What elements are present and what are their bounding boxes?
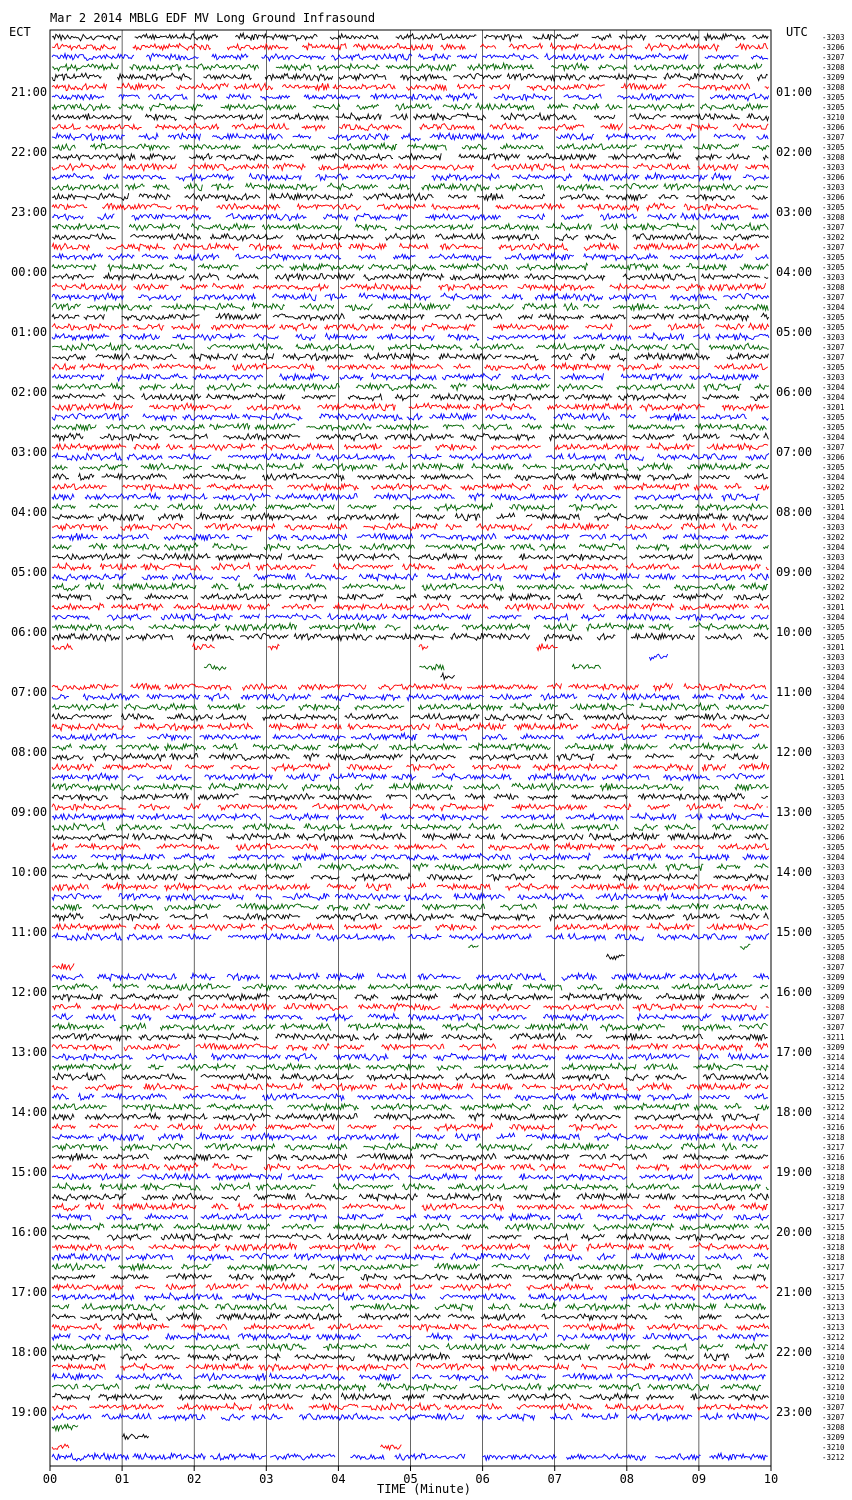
utc-hour-label: 09:00	[776, 565, 813, 579]
row-label: -3209	[822, 1433, 845, 1442]
row-label: -3217	[822, 1263, 845, 1272]
row-label: -3215	[822, 1093, 845, 1102]
row-label: -3203	[822, 653, 845, 662]
utc-hour-label: 01:00	[776, 85, 813, 99]
trace-row	[52, 1253, 768, 1261]
row-label: -3209	[822, 983, 845, 992]
row-label: -3206	[822, 43, 845, 52]
row-label: -3218	[822, 1243, 845, 1252]
trace-row	[52, 443, 768, 450]
trace-row	[52, 1233, 768, 1240]
trace-row	[52, 424, 767, 431]
ect-hour-label: 19:00	[11, 1405, 48, 1419]
ect-hour-label: 09:00	[11, 805, 48, 819]
row-label: -3213	[822, 1293, 845, 1302]
trace-row	[52, 43, 768, 50]
row-label: -3204	[822, 473, 845, 482]
row-label: -3204	[822, 673, 845, 682]
row-label: -3204	[822, 303, 845, 312]
x-axis-label: TIME (Minute)	[377, 1482, 471, 1496]
trace-row	[52, 493, 759, 500]
row-label: -3218	[822, 1163, 845, 1172]
trace-row	[52, 1143, 758, 1151]
row-label: -3209	[822, 973, 845, 982]
row-label: -3206	[822, 453, 845, 462]
ect-hour-label: 13:00	[11, 1045, 48, 1059]
ect-hour-label: 10:00	[11, 865, 48, 879]
row-label: -3205	[822, 363, 845, 372]
row-label: -3205	[822, 923, 845, 932]
ect-hour-label: 16:00	[11, 1225, 48, 1239]
trace-row	[52, 1444, 401, 1450]
row-label: -3208	[822, 63, 845, 72]
row-label: -3204	[822, 543, 845, 552]
ect-hour-label: 00:00	[11, 265, 48, 279]
trace-row	[52, 1083, 768, 1091]
row-label: -3218	[822, 1253, 845, 1262]
row-label: -3208	[822, 153, 845, 162]
row-label: -3210	[822, 1443, 845, 1452]
trace-row	[52, 904, 768, 911]
utc-hour-label: 10:00	[776, 625, 813, 639]
trace-row	[52, 303, 768, 311]
row-label: -3206	[822, 733, 845, 742]
row-label: -3206	[822, 193, 845, 202]
trace-row	[52, 1043, 768, 1050]
row-label: -3203	[822, 553, 845, 562]
row-label: -3203	[822, 33, 845, 42]
trace-row	[52, 893, 768, 901]
row-label: -3209	[822, 73, 845, 82]
trace-row	[52, 1133, 768, 1141]
row-label: -3212	[822, 1103, 845, 1112]
row-label: -3212	[822, 1083, 845, 1092]
trace-row	[52, 473, 768, 480]
row-label: -3203	[822, 523, 845, 532]
row-label: -3201	[822, 773, 845, 782]
row-label: -3205	[822, 493, 845, 502]
row-label: -3204	[822, 433, 845, 442]
ect-hour-label: 05:00	[11, 565, 48, 579]
trace-row	[440, 673, 454, 680]
row-label: -3204	[822, 683, 845, 692]
row-label: -3204	[822, 513, 845, 522]
ect-hour-label: 18:00	[11, 1345, 48, 1359]
trace-row	[52, 823, 768, 830]
ect-hour-label: 12:00	[11, 985, 48, 999]
row-label: -3207	[822, 443, 845, 452]
trace-row	[52, 1343, 768, 1350]
row-label: -3214	[822, 1063, 845, 1072]
row-label: -3210	[822, 113, 845, 122]
row-label: -3212	[822, 1373, 845, 1382]
row-label: -3213	[822, 1303, 845, 1312]
row-label: -3205	[822, 323, 845, 332]
trace-row	[52, 863, 768, 870]
trace-row	[52, 523, 758, 531]
trace-row	[649, 654, 667, 660]
row-label: -3218	[822, 1173, 845, 1182]
row-label: -3207	[822, 293, 845, 302]
ect-hour-label: 04:00	[11, 505, 48, 519]
row-label: -3205	[822, 103, 845, 112]
x-tick-label: 07	[547, 1472, 562, 1486]
chart-title: Mar 2 2014 MBLG EDF MV Long Ground Infrasound	[50, 11, 376, 25]
row-label: -3205	[822, 143, 845, 152]
row-label: -3215	[822, 1223, 845, 1232]
row-label: -3202	[822, 823, 845, 832]
trace-row	[52, 1153, 768, 1160]
row-label: -3209	[822, 1043, 845, 1052]
row-label: -3218	[822, 1193, 845, 1202]
trace-row	[52, 533, 768, 540]
row-label: -3204	[822, 883, 845, 892]
trace-row	[52, 1403, 768, 1411]
x-tick-label: 04	[331, 1472, 346, 1486]
row-label: -3207	[822, 1403, 845, 1412]
row-label: -3208	[822, 283, 845, 292]
trace-row	[52, 103, 768, 110]
right-axis-label: UTC	[786, 25, 808, 39]
utc-hour-label: 13:00	[776, 805, 813, 819]
row-label: -3205	[822, 783, 845, 792]
row-label: -3216	[822, 1153, 845, 1162]
row-label: -3211	[822, 1033, 845, 1042]
ect-hour-label: 11:00	[11, 925, 48, 939]
utc-hour-label: 17:00	[776, 1045, 813, 1059]
row-label: -3204	[822, 853, 845, 862]
trace-row	[52, 1273, 766, 1280]
trace-row	[204, 664, 601, 670]
x-tick-label: 08	[619, 1472, 635, 1486]
trace-row	[52, 753, 758, 760]
utc-hour-label: 12:00	[776, 745, 813, 759]
row-label: -3205	[822, 933, 845, 942]
row-label: -3212	[822, 1333, 845, 1342]
trace-row	[52, 203, 758, 210]
trace-row	[52, 923, 768, 930]
row-label: -3208	[822, 1423, 845, 1432]
trace-row	[606, 954, 624, 959]
trace-row	[52, 283, 766, 291]
utc-hour-label: 05:00	[776, 325, 813, 339]
trace-row	[52, 1113, 759, 1120]
trace-row	[52, 793, 768, 800]
row-label: -3206	[822, 123, 845, 132]
row-label: -3205	[822, 263, 845, 272]
row-label: -3216	[822, 1123, 845, 1132]
row-label: -3207	[822, 1413, 845, 1422]
trace-row	[52, 513, 768, 521]
row-label: -3210	[822, 1393, 845, 1402]
trace-row	[52, 1093, 768, 1100]
trace-row	[52, 1033, 768, 1040]
utc-hour-label: 22:00	[776, 1345, 813, 1359]
row-label: -3209	[822, 993, 845, 1002]
trace-row	[52, 1283, 768, 1290]
ect-hour-label: 06:00	[11, 625, 48, 639]
utc-hour-label: 03:00	[776, 205, 813, 219]
trace-row	[52, 53, 768, 60]
row-label: -3205	[822, 843, 845, 852]
ect-hour-label: 15:00	[11, 1165, 48, 1179]
utc-hour-label: 11:00	[776, 685, 813, 699]
x-tick-label: 09	[691, 1472, 707, 1486]
trace-row	[52, 583, 768, 591]
row-label: -3214	[822, 1073, 845, 1082]
trace-row	[52, 1203, 768, 1211]
utc-hour-label: 15:00	[776, 925, 813, 939]
row-label: -3201	[822, 643, 845, 652]
trace-row	[123, 1434, 149, 1439]
row-label: -3217	[822, 1273, 845, 1282]
row-label: -3201	[822, 503, 845, 512]
utc-hour-label: 23:00	[776, 1405, 813, 1419]
trace-row	[52, 773, 765, 781]
ect-hour-label: 22:00	[11, 145, 48, 159]
trace-row	[52, 133, 768, 141]
row-label: -3201	[822, 603, 845, 612]
row-label: -3207	[822, 243, 845, 252]
ect-hour-label: 03:00	[11, 445, 48, 459]
row-label: -3205	[822, 203, 845, 212]
row-label: -3205	[822, 803, 845, 812]
row-label: -3205	[822, 463, 845, 472]
row-label: -3203	[822, 333, 845, 342]
row-label: -3203	[822, 183, 845, 192]
trace-row	[52, 613, 768, 620]
row-label: -3203	[822, 863, 845, 872]
trace-row	[52, 1063, 768, 1070]
row-label: -3206	[822, 173, 845, 182]
row-label: -3207	[822, 133, 845, 142]
row-label: -3205	[822, 633, 845, 642]
row-label: -3214	[822, 1113, 845, 1122]
utc-hour-label: 07:00	[776, 445, 813, 459]
row-label: -3217	[822, 1203, 845, 1212]
row-label: -3212	[822, 1453, 845, 1462]
row-label: -3203	[822, 743, 845, 752]
row-label: -3205	[822, 903, 845, 912]
row-label: -3205	[822, 623, 845, 632]
row-label: -3202	[822, 583, 845, 592]
row-label: -3203	[822, 793, 845, 802]
row-label: -3202	[822, 593, 845, 602]
row-label: -3206	[822, 833, 845, 842]
row-label: -3207	[822, 1023, 845, 1032]
row-label: -3203	[822, 723, 845, 732]
row-label: -3204	[822, 393, 845, 402]
trace-row	[52, 123, 768, 130]
row-label: -3205	[822, 813, 845, 822]
row-label: -3210	[822, 1363, 845, 1372]
utc-hour-label: 21:00	[776, 1285, 813, 1299]
trace-row	[52, 804, 768, 811]
trace-row	[52, 983, 768, 990]
trace-row	[52, 1123, 768, 1130]
row-label: -3208	[822, 213, 845, 222]
trace-row	[52, 1363, 767, 1371]
trace-row	[52, 643, 558, 650]
utc-hour-label: 16:00	[776, 985, 813, 999]
utc-hour-label: 20:00	[776, 1225, 813, 1239]
row-label: -3207	[822, 53, 845, 62]
trace-row	[52, 363, 768, 370]
trace-row	[52, 503, 768, 510]
row-label: -3205	[822, 913, 845, 922]
row-label: -3207	[822, 963, 845, 972]
trace-row	[52, 73, 768, 81]
trace-row	[52, 1373, 766, 1380]
row-label: -3218	[822, 1133, 845, 1142]
row-label: -3202	[822, 233, 845, 242]
row-label: -3202	[822, 533, 845, 542]
row-label: -3219	[822, 1183, 845, 1192]
trace-row	[52, 183, 768, 191]
ect-hour-label: 08:00	[11, 745, 48, 759]
trace-row	[52, 193, 768, 201]
trace-row	[52, 633, 768, 641]
trace-row	[52, 1383, 761, 1390]
row-label: -3217	[822, 1213, 845, 1222]
trace-row	[52, 63, 768, 71]
ect-hour-label: 14:00	[11, 1105, 48, 1119]
left-axis-label: ECT	[9, 25, 31, 39]
trace-row	[52, 1353, 764, 1361]
row-label: -3215	[822, 1283, 845, 1292]
row-label: -3203	[822, 753, 845, 762]
x-tick-label: 06	[475, 1472, 490, 1486]
trace-row	[52, 743, 768, 751]
trace-row	[52, 833, 768, 841]
trace-row	[52, 693, 768, 700]
utc-hour-label: 02:00	[776, 145, 813, 159]
ect-hour-label: 07:00	[11, 685, 48, 699]
row-label: -3208	[822, 83, 845, 92]
row-label: -3205	[822, 893, 845, 902]
trace-row	[52, 1303, 766, 1310]
trace-row	[52, 1073, 768, 1080]
trace-row	[52, 33, 768, 41]
utc-hour-label: 06:00	[776, 385, 813, 399]
row-label: -3205	[822, 413, 845, 422]
row-label: -3214	[822, 1053, 845, 1062]
row-label: -3207	[822, 223, 845, 232]
trace-row	[52, 223, 768, 230]
trace-row	[52, 1453, 768, 1461]
row-label: -3204	[822, 613, 845, 622]
x-tick-label: 02	[186, 1472, 202, 1486]
ect-hour-label: 17:00	[11, 1285, 48, 1299]
row-label: -3217	[822, 1143, 845, 1152]
row-label: -3214	[822, 1343, 845, 1352]
row-label: -3207	[822, 343, 845, 352]
trace-row	[52, 373, 759, 381]
row-label: -3202	[822, 573, 845, 582]
row-label: -3208	[822, 953, 845, 962]
row-label: -3218	[822, 1233, 845, 1242]
trace-row	[52, 1424, 78, 1430]
row-label: -3204	[822, 383, 845, 392]
trace-row	[52, 733, 759, 741]
x-tick-label: 01	[114, 1472, 130, 1486]
x-tick-label: 03	[259, 1472, 274, 1486]
ect-hour-label: 21:00	[11, 85, 48, 99]
row-label: -3213	[822, 1313, 845, 1322]
trace-row	[52, 683, 766, 690]
row-label: -3203	[822, 873, 845, 882]
row-label: -3205	[822, 93, 845, 102]
row-label: -3205	[822, 943, 845, 952]
row-label: -3203	[822, 663, 845, 672]
row-label: -3205	[822, 423, 845, 432]
row-labels	[822, 33, 845, 1462]
row-label: -3203	[822, 273, 845, 282]
row-label: -3210	[822, 1353, 845, 1362]
trace-row	[52, 963, 74, 970]
trace-row	[52, 243, 759, 251]
ect-hour-label: 01:00	[11, 325, 48, 339]
x-tick-label: 05	[403, 1472, 418, 1486]
utc-hour-label: 04:00	[776, 265, 813, 279]
utc-hour-label: 18:00	[776, 1105, 813, 1119]
row-label: -3202	[822, 483, 845, 492]
row-label: -3205	[822, 313, 845, 322]
trace-row	[52, 873, 768, 880]
row-label: -3203	[822, 163, 845, 172]
row-label: -3213	[822, 1323, 845, 1332]
x-tick-label: 10	[763, 1472, 779, 1486]
row-label: -3200	[822, 703, 845, 712]
utc-hour-label: 19:00	[776, 1165, 813, 1179]
ect-hour-label: 23:00	[11, 205, 48, 219]
x-tick-label: 00	[42, 1472, 58, 1486]
row-label: -3208	[822, 1003, 845, 1012]
row-label: -3201	[822, 403, 845, 412]
trace-row	[468, 944, 750, 949]
row-label: -3203	[822, 713, 845, 722]
row-label: -3204	[822, 693, 845, 702]
row-label: -3207	[822, 353, 845, 362]
row-label: -3210	[822, 1383, 845, 1392]
trace-row	[52, 1023, 768, 1031]
trace-row	[52, 273, 768, 280]
ect-hour-label: 02:00	[11, 385, 48, 399]
utc-hour-label: 14:00	[776, 865, 813, 879]
row-label: -3203	[822, 373, 845, 382]
row-label: -3202	[822, 763, 845, 772]
utc-hour-label: 08:00	[776, 505, 813, 519]
row-label: -3204	[822, 563, 845, 572]
row-label: -3205	[822, 253, 845, 262]
row-label: -3207	[822, 1013, 845, 1022]
